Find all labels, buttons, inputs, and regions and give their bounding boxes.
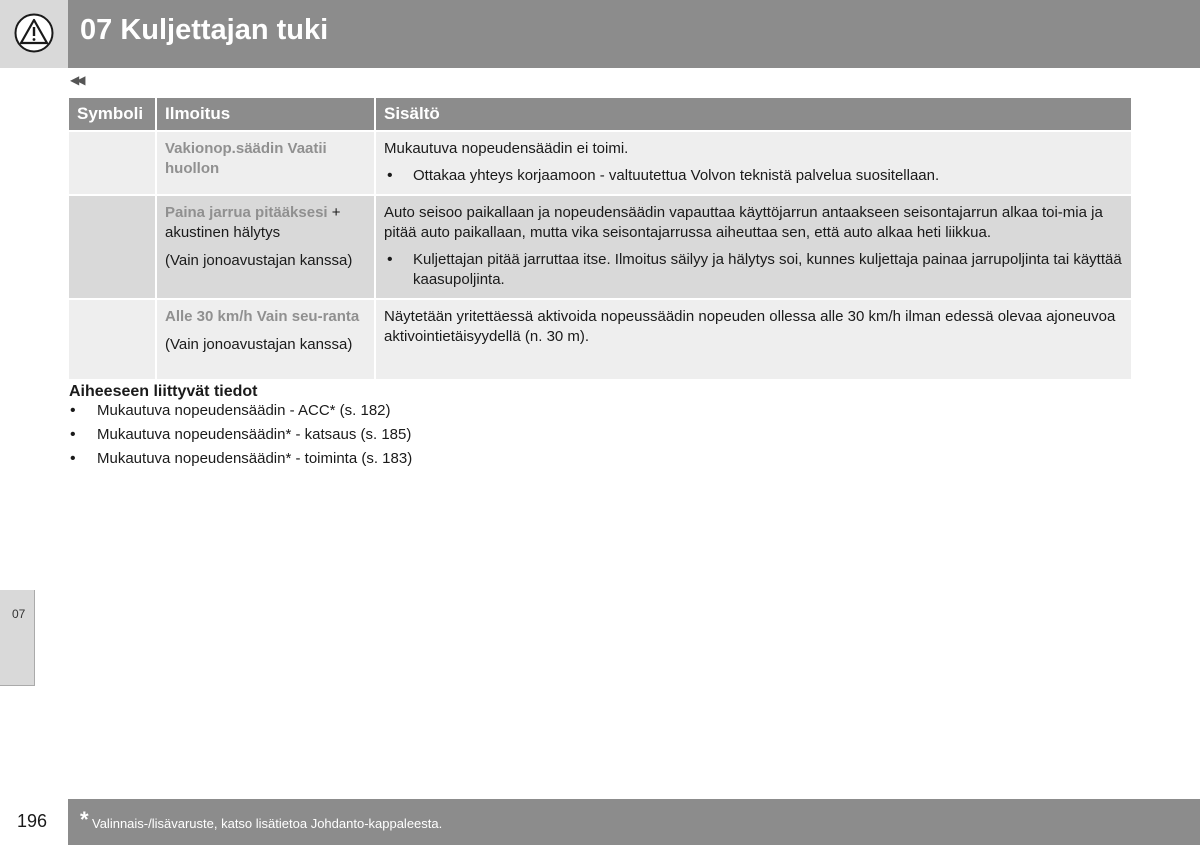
message-title: Paina jarrua pitääksesi <box>165 204 328 221</box>
chapter-side-tab-label: 07 <box>12 607 26 621</box>
related-link[interactable]: • Mukautuva nopeudensäädin* - katsaus (s. 185) <box>69 425 414 444</box>
back-arrows-icon[interactable]: ◀◀ <box>70 73 83 87</box>
content-cell <box>375 131 1131 195</box>
symbol-cell <box>69 131 156 195</box>
message-cell <box>156 299 375 379</box>
column-header-message: Ilmoitus <box>156 98 375 131</box>
content-text: Näytetään yritettäessä aktivoida nopeussäädin nopeuden ollessa alle 30 km/h ilman edessä olevaa ajoneuvoa aktivointietäisyydellä (n. 30 m). <box>384 308 1116 345</box>
page-title: 07 Kuljettajan tuki <box>80 14 329 46</box>
message-note: (Vain jonoavustajan kanssa) <box>165 252 353 269</box>
page-number: 196 <box>17 811 48 831</box>
message-title-block <box>165 203 366 243</box>
related-link[interactable]: • Mukautuva nopeudensäädin - ACC* (s. 182) <box>69 401 414 420</box>
table-row <box>69 195 1131 299</box>
table-row <box>69 299 1131 379</box>
message-cell <box>156 131 375 195</box>
content-cell <box>375 299 1131 379</box>
table-header-row <box>69 98 1131 131</box>
related-link[interactable]: • Mukautuva nopeudensäädin* - toiminta (s. 183) <box>69 449 414 468</box>
header-bar <box>68 0 1200 68</box>
related-info-heading: Aiheeseen liittyvät tiedot <box>69 383 258 400</box>
content-cell <box>375 195 1131 299</box>
message-table <box>69 98 1131 379</box>
footer-bar <box>68 799 1200 845</box>
symbol-cell <box>69 195 156 299</box>
message-suffix: + akustinen hälytys <box>165 204 341 241</box>
message-note: (Vain jonoavustajan kanssa) <box>165 336 353 353</box>
column-header-symbol: Symboli <box>69 98 156 131</box>
message-title: Alle 30 km/h Vain seu-ranta <box>165 308 360 325</box>
related-info-list <box>69 401 414 468</box>
chapter-icon-box <box>0 0 68 68</box>
content-text: Auto seisoo paikallaan ja nopeudensäädin vapauttaa käyttöjarrun antaakseen seisontajarrun alkaa toi-mia ja pitää auto paikallaan, mutta vika seisontajarrussa aiheuttaa sen, että auto alkaa heti liikkua. <box>384 204 1103 241</box>
chapter-side-tab[interactable] <box>0 590 35 686</box>
content-text: Mukautuva nopeudensäädin ei toimi. <box>384 140 629 157</box>
warning-triangle-icon <box>14 13 54 53</box>
message-title: Vakionop.säädin Vaatii huollon <box>165 140 327 177</box>
message-cell <box>156 195 375 299</box>
footnote-star: * <box>80 807 89 832</box>
column-header-content: Sisältö <box>375 98 1131 131</box>
table-row <box>69 131 1131 195</box>
related-info-section <box>69 382 414 473</box>
footnote-text: Valinnais-/lisävaruste, katso lisätietoa Johdanto-kappaleesta. <box>92 816 443 831</box>
content-bullet: • Kuljettajan pitää jarruttaa itse. Ilmoitus säilyy ja hälytys soi, kunnes kuljettaja painaa jarrupoljinta tai käyttää kaasupoljinta. <box>384 250 1123 290</box>
content-bullet: • Ottakaa yhteys korjaamoon - valtuutettua Volvon teknistä palvelua suositellaan. <box>384 166 1123 186</box>
header-divider <box>0 68 1200 69</box>
symbol-cell <box>69 299 156 379</box>
